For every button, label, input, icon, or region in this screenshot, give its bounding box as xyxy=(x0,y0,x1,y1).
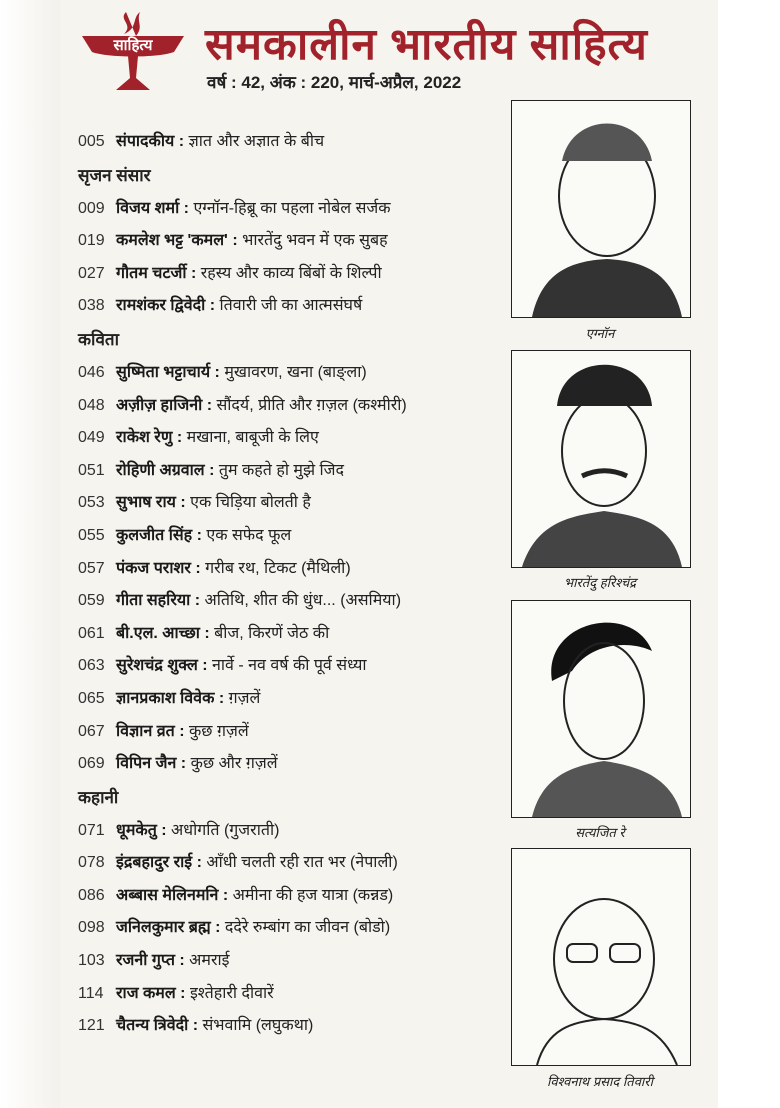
author-name: सुभाष राय xyxy=(116,494,176,512)
article-title: एग्नॉन-हिब्रू का पहला नोबेल सर्जक xyxy=(193,199,391,217)
separator: : xyxy=(156,821,172,839)
separator: : xyxy=(188,1017,203,1035)
portrait-caption: भारतेंदु हरिश्चंद्र xyxy=(563,575,637,590)
table-of-contents xyxy=(78,126,508,1043)
author-name: बी.एल. आच्छा xyxy=(116,624,200,642)
separator: : xyxy=(192,526,207,544)
logo-text: साहित्य xyxy=(113,37,153,54)
separator: : xyxy=(172,429,187,447)
separator: : xyxy=(174,722,190,740)
toc-entry xyxy=(78,422,508,455)
article-title: आँधी चलती रही रात भर (नेपाली) xyxy=(206,854,398,872)
page-number: 103 xyxy=(78,952,105,970)
toc-entry xyxy=(78,880,508,913)
page-number: 048 xyxy=(78,396,105,414)
toc-entry xyxy=(78,650,508,683)
separator: : xyxy=(197,657,213,675)
toc-entry xyxy=(78,683,508,716)
toc-entry xyxy=(78,585,508,618)
article-title: बीज, किरणें जेठ की xyxy=(214,624,330,642)
section-heading: कविता xyxy=(78,329,120,349)
page-edge xyxy=(0,0,60,1108)
page-number: 055 xyxy=(78,526,105,544)
page-number: 005 xyxy=(78,133,105,150)
article-title: एक सफेद फूल xyxy=(206,526,292,544)
toc-entry xyxy=(78,520,508,553)
separator: : xyxy=(192,854,207,872)
article-title: इश्तेहारी दीवारें xyxy=(189,984,274,1002)
portrait-satyajit-ray xyxy=(511,600,691,818)
toc-entry xyxy=(78,716,508,749)
article-title: नार्वे - नव वर्ष की पूर्व संध्या xyxy=(212,657,367,675)
article-title: एक चिड़िया बोलती है xyxy=(190,494,311,512)
page-number: 038 xyxy=(78,297,105,315)
page-number: 114 xyxy=(78,984,104,1002)
author-name: विज्ञान व्रत xyxy=(116,722,175,740)
article-title: मखाना, बाबूजी के लिए xyxy=(186,429,319,447)
article-title: अधोगति (गुजराती) xyxy=(171,821,280,839)
page-number: 046 xyxy=(78,363,105,381)
portrait-agnon xyxy=(511,100,691,318)
page-number: 049 xyxy=(78,429,105,447)
separator: : xyxy=(210,363,225,381)
toc-entry xyxy=(78,126,508,159)
article-title: कुछ ग़ज़लें xyxy=(189,722,249,740)
separator: : xyxy=(214,689,229,707)
separator: : xyxy=(176,755,191,773)
separator: : xyxy=(204,461,219,479)
article-title: मुखावरण, खना (बाङ्ला) xyxy=(224,363,367,381)
toc-entry xyxy=(78,618,508,651)
magazine-title: समकालीन भारतीय साहित्य xyxy=(205,20,648,69)
page-number: 019 xyxy=(78,232,105,250)
toc-entry xyxy=(78,815,508,848)
author-name: रोहिणी अग्रवाल xyxy=(116,461,205,479)
toc-entry xyxy=(78,193,508,226)
page-number: 069 xyxy=(78,755,105,773)
article-title: सौंदर्य, प्रीति और ग़ज़ल (कश्मीरी) xyxy=(216,396,407,414)
toc-entry xyxy=(78,912,508,945)
separator: : xyxy=(218,886,233,904)
toc-entry xyxy=(78,225,508,258)
separator: : xyxy=(179,199,194,217)
page-number: 065 xyxy=(78,689,105,707)
article-title: रहस्य और काव्य बिंबों के शिल्पी xyxy=(200,264,382,282)
portrait-caption: सत्यजित रे xyxy=(575,825,625,840)
author-name: सुरेशचंद्र शुक्ल xyxy=(116,657,198,675)
author-name: अज़ीज़ हाजिनी xyxy=(116,396,203,414)
author-name: धूमकेतु xyxy=(116,821,157,839)
author-name: ज्ञानप्रकाश विवेक xyxy=(116,689,215,707)
section-heading: सृजन संसार xyxy=(78,165,151,185)
author-name: राज कमल xyxy=(116,984,176,1002)
article-title: भारतेंदु भवन में एक सुबह xyxy=(242,232,388,250)
author-name: कमलेश भट्ट 'कमल' xyxy=(116,232,228,250)
separator: : xyxy=(202,396,217,414)
page-number: 053 xyxy=(78,494,105,512)
article-title: अमीना की हज यात्रा (कन्नड) xyxy=(232,886,394,904)
author-name: विजय शर्मा xyxy=(116,199,180,217)
author-name: रामशंकर द्विवेदी xyxy=(116,297,206,315)
page-number: 071 xyxy=(78,821,105,839)
sahitya-logo xyxy=(78,8,188,94)
separator: : xyxy=(190,559,206,577)
page-number: 061 xyxy=(78,624,105,642)
page-number: 057 xyxy=(78,559,105,577)
page-number: 067 xyxy=(78,722,105,740)
author-name: राकेश रेणु xyxy=(116,429,173,447)
separator: : xyxy=(175,984,190,1002)
page-number: 121 xyxy=(78,1017,105,1035)
toc-entry xyxy=(78,553,508,586)
article-title: ग़ज़लें xyxy=(228,689,261,707)
toc-entry xyxy=(78,390,508,423)
author-name: इंद्रबहादुर राई xyxy=(116,854,193,872)
page-number: 078 xyxy=(78,854,105,872)
toc-entry xyxy=(78,487,508,520)
page-number: 051 xyxy=(78,461,105,479)
portrait-caption: विश्वनाथ प्रसाद तिवारी xyxy=(547,1074,653,1089)
author-name: विपिन जैन xyxy=(116,755,177,773)
portrait-vishwanath-tiwari xyxy=(511,848,691,1066)
author-name: जनिलकुमार ब्रह्म xyxy=(116,919,211,937)
article-title: अतिथि, शीत की धुंध... (असमिया) xyxy=(204,592,402,610)
author-name: अब्बास मेलिनमनि xyxy=(116,886,219,904)
article-title: तुम कहते हो मुझे जिद xyxy=(218,461,345,479)
toc-entry xyxy=(78,455,508,488)
toc-entry xyxy=(78,748,508,781)
article-title: संभवामि (लघुकथा) xyxy=(202,1017,314,1035)
author-name: गीता सहरिया xyxy=(116,592,191,610)
separator: : xyxy=(199,624,215,642)
toc-entry xyxy=(78,945,508,978)
page-number: 098 xyxy=(78,919,105,937)
author-name: संपादकीय xyxy=(116,133,175,150)
article-title: ददेरे रुम्बांग का जीवन (बोडो) xyxy=(224,919,391,937)
toc-entry xyxy=(78,847,508,880)
separator: : xyxy=(227,232,243,250)
separator: : xyxy=(190,592,205,610)
author-name: चैतन्य त्रिवेदी xyxy=(116,1017,189,1035)
portrait-bharatendu xyxy=(511,350,691,568)
separator: : xyxy=(175,494,191,512)
article-title: तिवारी जी का आत्मसंघर्ष xyxy=(219,297,363,315)
page-number: 063 xyxy=(78,657,105,675)
article-title: गरीब रथ, टिकट (मैथिली) xyxy=(205,559,351,577)
page-number: 027 xyxy=(78,264,105,282)
page-number: 086 xyxy=(78,886,105,904)
portrait-sketch-icon xyxy=(512,101,690,317)
separator: : xyxy=(174,133,189,150)
issue-info: वर्ष : 42, अंक : 220, मार्च-अप्रैल, 2022 xyxy=(207,73,462,92)
author-name: कुलजीत सिंह xyxy=(116,526,193,544)
separator: : xyxy=(186,264,201,282)
author-name: पंकज पराशर xyxy=(116,559,191,577)
article-title: अमराई xyxy=(189,952,230,970)
toc-entry xyxy=(78,357,508,390)
article-title: कुछ और ग़ज़लें xyxy=(190,755,278,773)
author-name: गौतम चटर्जी xyxy=(116,264,187,282)
author-name: सुष्मिता भट्टाचार्य xyxy=(116,363,211,381)
article-title: ज्ञात और अज्ञात के बीच xyxy=(188,133,325,150)
toc-entry xyxy=(78,290,508,323)
page-number: 059 xyxy=(78,592,105,610)
page-number: 009 xyxy=(78,199,105,217)
toc-entry xyxy=(78,1010,508,1043)
separator: : xyxy=(205,297,220,315)
toc-entry xyxy=(78,258,508,291)
toc-entry xyxy=(78,978,508,1011)
author-name: रजनी गुप्त xyxy=(116,952,175,970)
portrait-caption: एग्नॉन xyxy=(585,326,615,341)
separator: : xyxy=(174,952,190,970)
separator: : xyxy=(210,919,225,937)
section-heading: कहानी xyxy=(78,787,119,807)
